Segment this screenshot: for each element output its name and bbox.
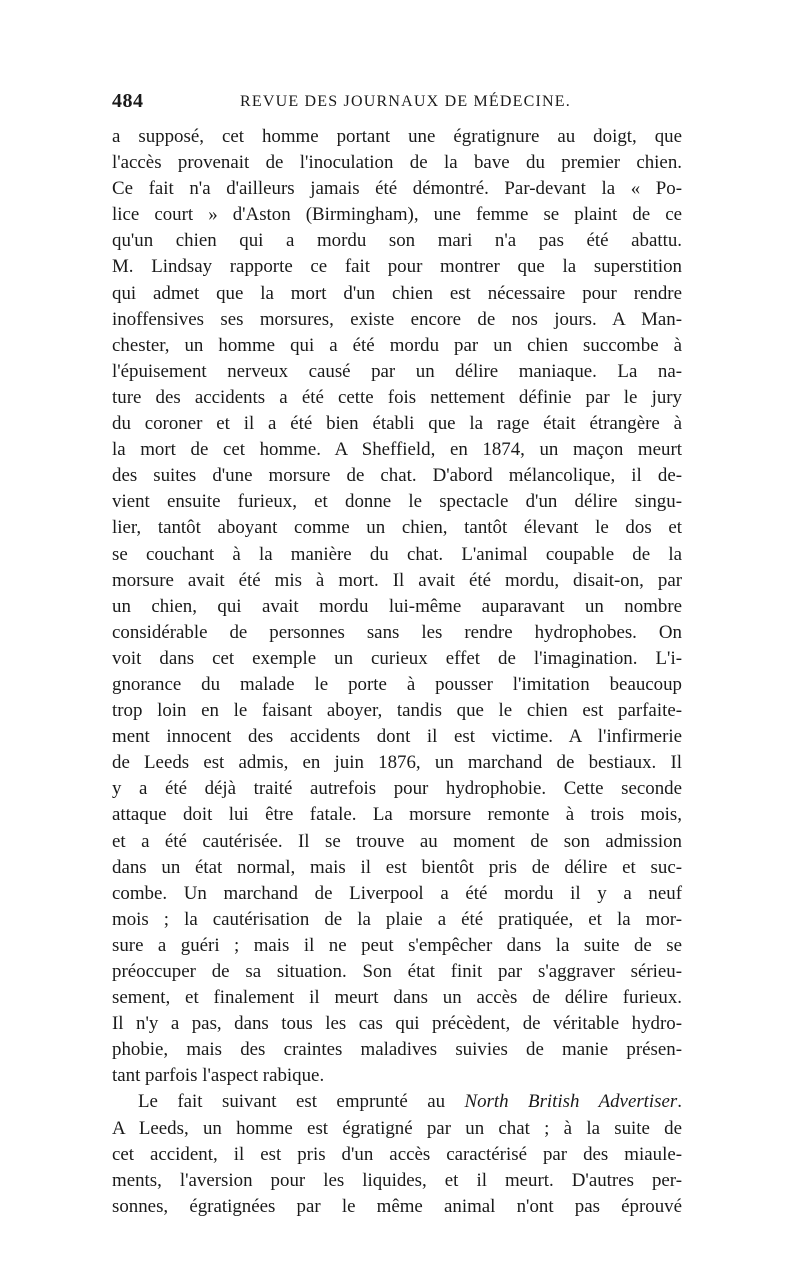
text-line: a supposé, cet homme portant une égratignure au doigt, que <box>112 126 682 147</box>
paragraph-lead-end: . <box>677 1091 682 1113</box>
paragraph-lead: Le fait suivant est emprunté au <box>138 1091 465 1113</box>
source-title: North British Advertiser <box>464 1091 678 1113</box>
text-line: considérable de personnes sans les rendre hydrophobes. On <box>112 621 682 643</box>
text-line: attaque doit lui être fatale. La morsure remonte à trois mois, <box>112 804 682 826</box>
running-head: REVUE DES JOURNAUX DE MÉDECINE. <box>240 93 571 110</box>
text-line <box>112 1089 682 1115</box>
text-line: qui admet que la mort d'un chien est nécessaire pour rendre <box>112 282 682 304</box>
text-line: vient ensuite furieux, et donne le spectacle d'un délire singu- <box>112 491 682 513</box>
text-line: inoffensives ses morsures, existe encore de nos jours. A Man- <box>112 308 682 330</box>
text-line: y a été déjà traité autrefois pour hydrophobie. Cette seconde <box>112 778 682 800</box>
text-line: M. Lindsay rapporte ce fait pour montrer que la superstition <box>112 256 682 278</box>
text-line: sure a guéri ; mais il ne peut s'empêcher dans la suite de se <box>112 934 682 956</box>
text-line: lice court » d'Aston (Birmingham), une femme se plaint de ce <box>112 204 682 226</box>
text-line: ments, l'aversion pour les liquides, et il meurt. D'autres per- <box>112 1169 682 1191</box>
text-line: cet accident, il est pris d'un accès caractérisé par des miaule- <box>112 1143 682 1165</box>
text-line: qu'un chien qui a mordu son mari n'a pas été abattu. <box>112 230 682 252</box>
text-line: un chien, qui avait mordu lui-même auparavant un nombre <box>112 595 682 617</box>
page <box>112 90 682 1220</box>
text-line: morsure avait été mis à mort. Il avait été mordu, disait-on, par <box>112 569 682 591</box>
text-line: se couchant à la manière du chat. L'animal coupable de la <box>112 543 682 565</box>
paragraph-1 <box>112 124 682 1089</box>
text-line: gnorance du malade le porte à pousser l'imitation beaucoup <box>112 673 682 695</box>
text-line: Ce fait n'a d'ailleurs jamais été démontré. Par-devant la « Po- <box>112 178 682 200</box>
text-line: ment innocent des accidents dont il est victime. A l'infirmerie <box>112 726 682 748</box>
text-line: sonnes, égratignées par le même animal n'ont pas éprouvé <box>112 1195 682 1217</box>
text-line: dans un état normal, mais il est bientôt pris de délire et suc- <box>112 856 682 878</box>
text-line: la mort de cet homme. A Sheffield, en 1874, un maçon meurt <box>112 439 682 461</box>
page-number: 484 <box>112 90 144 112</box>
text-line: phobie, mais des craintes maladives suivies de manie présen- <box>112 1039 682 1061</box>
text-line: A Leeds, un homme est égratigné par un chat ; à la suite de <box>112 1117 682 1139</box>
text-line: du coroner et il a été bien établi que la rage était étrangère à <box>112 413 682 435</box>
text-line: lier, tantôt aboyant comme un chien, tantôt élevant le dos et <box>112 517 682 539</box>
text-line: combe. Un marchand de Liverpool a été mordu il y a neuf <box>112 882 682 904</box>
text-line: tant parfois l'aspect rabique. <box>112 1065 325 1087</box>
text-line: trop loin en le faisant aboyer, tandis que le chien est parfaite- <box>112 700 682 722</box>
text-line: l'accès provenait de l'inoculation de la bave du premier chien. <box>112 152 682 174</box>
text-line: préoccuper de sa situation. Son état finit par s'aggraver sérieu- <box>112 961 682 982</box>
text-line: Il n'y a pas, dans tous les cas qui précèdent, de véritable hydro- <box>112 1013 682 1035</box>
text-line: chester, un homme qui a été mordu par un chien succombe à <box>112 334 682 356</box>
text-line: mois ; la cautérisation de la plaie a été pratiquée, et la mor- <box>112 908 682 930</box>
text-line: sement, et finalement il meurt dans un accès de délire furieux. <box>112 987 682 1009</box>
text-line: de Leeds est admis, en juin 1876, un marchand de bestiaux. Il <box>112 752 682 774</box>
text-line: voit dans cet exemple un curieux effet de l'imagination. L'i- <box>112 647 682 669</box>
text-line: ture des accidents a été cette fois nettement définie par le jury <box>112 386 682 408</box>
text-line: et a été cautérisée. Il se trouve au moment de son admission <box>112 830 682 852</box>
body-text <box>112 124 682 1220</box>
page-header <box>112 90 682 120</box>
paragraph-2 <box>112 1089 682 1219</box>
text-line: l'épuisement nerveux causé par un délire maniaque. La na- <box>112 360 682 382</box>
text-line: des suites d'une morsure de chat. D'abord mélancolique, il de- <box>112 465 682 487</box>
